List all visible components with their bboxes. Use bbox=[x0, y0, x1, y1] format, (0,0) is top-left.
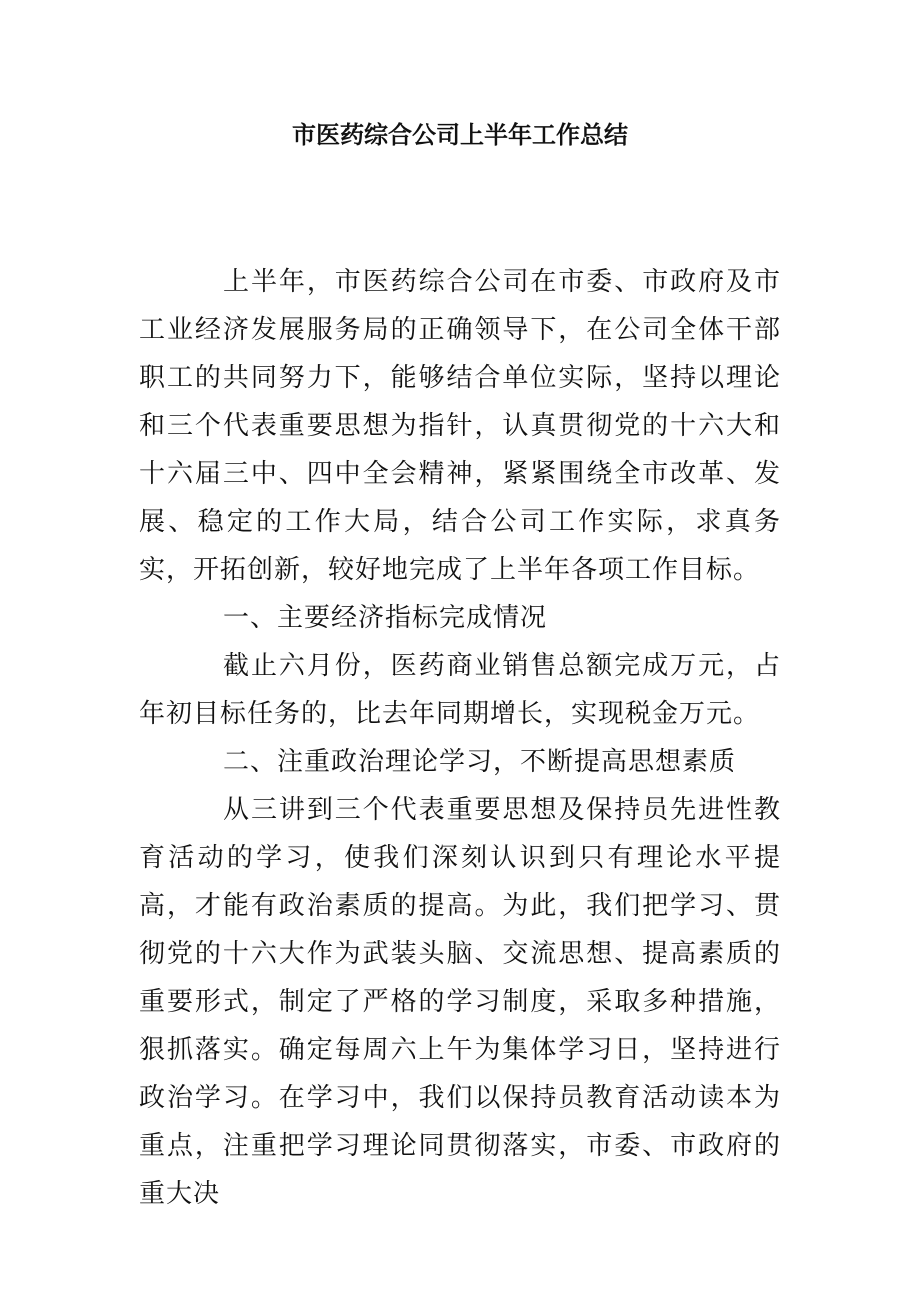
paragraph-sales-summary: 截止六月份，医药商业销售总额完成万元，占年初目标任务的，比去年同期增长，实现税金万元。 bbox=[139, 651, 781, 729]
document-title: 市医药综合公司上半年工作总结 bbox=[292, 120, 628, 149]
paragraph-political-study: 从三讲到三个代表重要思想及保持员先进性教育活动的学习，使我们深刻认识到只有理论水平提高，才能有政治素质的提高。为此，我们把学习、贯彻党的十六大作为武装头脑、交流思想、提高素质的重要形式，制定了严格的学习制度，采取多种措施，狠抓落实。确定每周六上午为集体学习日，坚持进行政治学习。在学习中，我们以保持员教育活动读本为重点，注重把学习理论同贯彻落实，市委、市政府的重大决 bbox=[139, 795, 781, 1209]
section-heading-political-study: 二、注重政治理论学习，不断提高思想素质 bbox=[223, 747, 737, 777]
section-heading-economic-indicators: 一、主要经济指标完成情况 bbox=[223, 603, 548, 633]
paragraph-intro: 上半年，市医药综合公司在市委、市政府及市工业经济发展服务局的正确领导下，在公司全体干部职工的共同努力下，能够结合单位实际，坚持以理论和三个代表重要思想为指针，认真贯彻党的十六大和十六届三中、四中全会精神，紧紧围绕全市改革、发展、稳定的工作大局，结合公司工作实际，求真务实，开拓创新，较好地完成了上半年各项工作目标。 bbox=[139, 267, 781, 585]
document-body bbox=[139, 258, 781, 1218]
